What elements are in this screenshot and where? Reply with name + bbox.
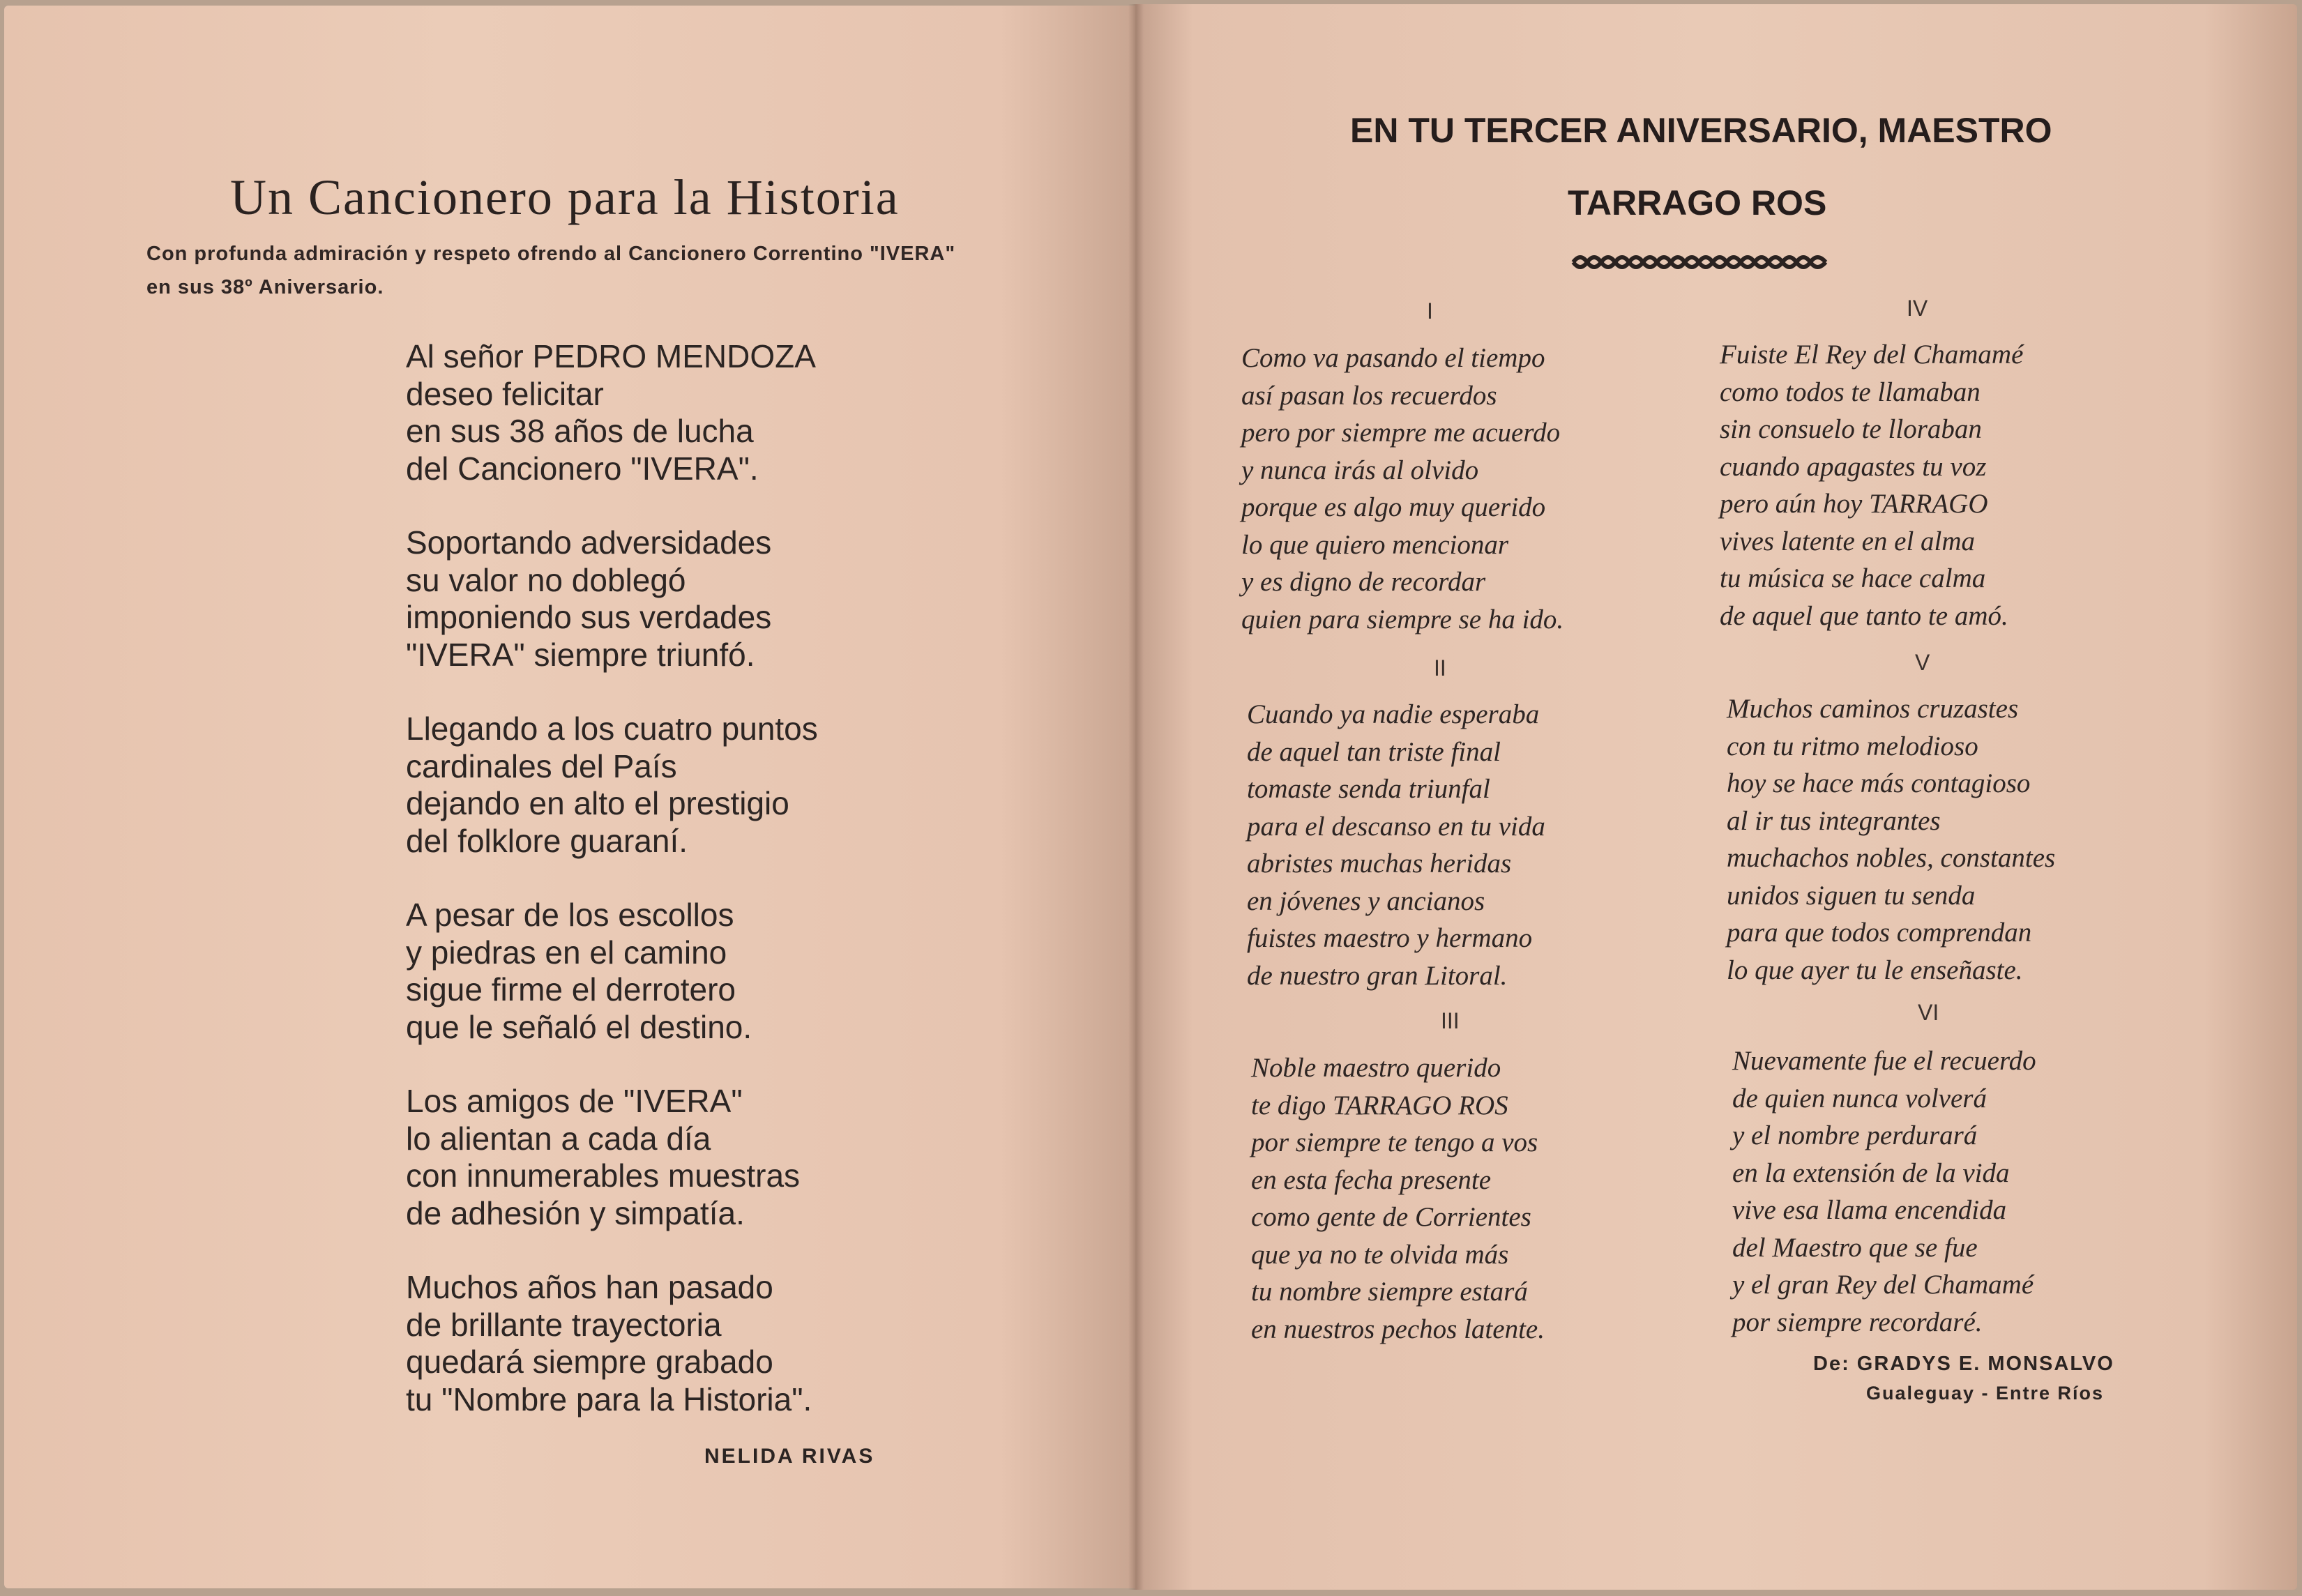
section-numeral-6: VI (1918, 1000, 1939, 1025)
verse-line: para el descanso en tu vida (1247, 811, 1545, 842)
verse-line: tomaste senda triunfal (1247, 774, 1490, 804)
dedication-line-2: en sus 38º Aniversario. (146, 276, 384, 298)
verse-section-1 (1241, 340, 1563, 638)
poem-line: imponiendo sus verdades (406, 599, 772, 635)
left-poem-author: NELIDA RIVAS (704, 1445, 875, 1468)
section-numeral-1: I (1427, 298, 1433, 324)
verse-line: en jóvenes y ancianos (1247, 886, 1485, 916)
verse-line: fuistes maestro y hermano (1247, 923, 1533, 953)
verse-line: Como va pasando el tiempo (1241, 343, 1545, 373)
verse-line: muchachos nobles, constantes (1727, 843, 2056, 873)
section-numeral-5: V (1915, 650, 1930, 675)
verse-line: pero por siempre me acuerdo (1241, 418, 1561, 448)
poem-line: Los amigos de "IVERA" (406, 1083, 743, 1119)
verse-section-2 (1247, 696, 1545, 994)
verse-line: tu música se hace calma (1720, 563, 1986, 593)
verse-line: y nunca irás al olvido (1241, 455, 1479, 485)
verse-line: en esta fecha presente (1251, 1164, 1492, 1195)
verse-line: tu nombre siempre estará (1251, 1277, 1528, 1307)
verse-line: te digo TARRAGO ROS (1251, 1090, 1508, 1120)
left-page-title: Un Cancionero para la Historia (230, 169, 900, 225)
verse-line: unidos siguen tu senda (1727, 880, 1976, 911)
verse-line: al ir tus integrantes (1727, 805, 1941, 836)
verse-line: que ya no te olvida más (1251, 1239, 1509, 1270)
poem-line: del folklore guaraní. (406, 822, 688, 859)
verse-line: lo que ayer tu le enseñaste. (1727, 955, 2023, 985)
verse-line: de aquel tan triste final (1247, 736, 1501, 767)
verse-line: Cuando ya nadie esperaba (1247, 699, 1540, 729)
verse-line: Fuiste El Rey del Chamamé (1720, 340, 2024, 370)
section-numeral-3: III (1441, 1008, 1460, 1033)
verse-line: pero aún hoy TARRAGO (1720, 489, 1988, 519)
verse-line: así pasan los recuerdos (1241, 380, 1497, 411)
verse-line: en nuestros pechos latente. (1251, 1314, 1545, 1344)
poem-line: "IVERA" siempre triunfó. (406, 636, 755, 673)
verse-line: Noble maestro querido (1251, 1053, 1501, 1083)
poem-line: en sus 38 años de lucha (406, 413, 754, 449)
poem-signature-place: Gualeguay - Entre Ríos (1866, 1383, 2105, 1404)
verse-line: y es digno de recordar (1241, 567, 1486, 597)
poem-signature: De: GRADYS E. MONSALVO (1813, 1353, 2114, 1375)
verse-line: de nuestro gran Litoral. (1247, 960, 1508, 991)
verse-line: por siempre te tengo a vos (1251, 1127, 1538, 1157)
poem-line: Muchos años han pasado (406, 1269, 773, 1305)
poem-line: A pesar de los escollos (406, 897, 734, 933)
verse-section-5 (1727, 690, 2055, 989)
verse-section-3 (1251, 1049, 1545, 1348)
verse-line: vive esa llama encendida (1732, 1195, 2007, 1225)
verse-line: lo que quiero mencionar (1241, 529, 1509, 560)
dedication-line-1: Con profunda admiración y respeto ofrendo al Cancionero Correntino "IVERA" (146, 243, 956, 265)
poem-line: dejando en alto el prestigio (406, 785, 789, 821)
stanza-3 (406, 710, 818, 860)
verse-section-4 (1720, 336, 2023, 634)
section-numeral-4: IV (1907, 296, 1928, 321)
verse-line: para que todos comprendan (1727, 918, 2032, 948)
right-page-subtitle: TARRAGO ROS (1568, 183, 1827, 222)
verse-line: de quien nunca volverá (1732, 1083, 1987, 1114)
verse-line: como todos te llamaban (1720, 377, 1981, 407)
poem-line: deseo felicitar (406, 375, 604, 412)
verse-line: Nuevamente fue el recuerdo (1732, 1046, 2036, 1076)
left-poem (406, 338, 818, 1455)
decorative-ornament (1570, 248, 1830, 276)
poem-line: tu "Nombre para la Historia". (406, 1381, 812, 1418)
verse-line: vives latente en el alma (1720, 526, 1976, 556)
stanza-1 (406, 338, 818, 487)
poem-line: cardinales del País (406, 747, 677, 784)
poem-line: de adhesión y simpatía. (406, 1194, 745, 1231)
verse-line: en la extensión de la vida (1732, 1157, 2010, 1188)
verse-line: porque es algo muy querido (1241, 492, 1546, 522)
verse-line: sin consuelo te lloraban (1720, 414, 1982, 444)
verse-line: Muchos caminos cruzastes (1727, 694, 2019, 724)
poem-line: con innumerables muestras (406, 1157, 801, 1194)
verse-line: como gente de Corrientes (1251, 1202, 1531, 1232)
poem-line: Soportando adversidades (406, 524, 772, 561)
poem-line: sigue firme el derrotero (406, 971, 736, 1008)
right-page-title: EN TU TERCER ANIVERSARIO, MAESTRO (1350, 111, 2052, 150)
stanza-2 (406, 524, 818, 674)
poem-line: Llegando a los cuatro puntos (406, 710, 818, 747)
poem-line: su valor no doblegó (406, 561, 686, 598)
verse-line: abristes muchas heridas (1247, 849, 1512, 879)
verse-line: por siempre recordaré. (1732, 1307, 1983, 1337)
verse-line: quien para siempre se ha ido. (1241, 604, 1564, 634)
verse-line: cuando apagastes tu voz (1720, 451, 1987, 482)
verse-section-6 (1732, 1042, 2036, 1341)
poem-line: que le señaló el destino. (406, 1008, 752, 1045)
verse-line: y el gran Rey del Chamamé (1732, 1270, 2034, 1300)
poem-line: y piedras en el camino (406, 934, 727, 971)
page-gutter (1128, 4, 1144, 1590)
verse-line: y el nombre perdurará (1732, 1120, 1978, 1150)
poem-line: del Cancionero "IVERA". (406, 450, 759, 487)
stanza-5 (406, 1083, 818, 1232)
stanza-4 (406, 897, 818, 1046)
poem-line: Al señor PEDRO MENDOZA (406, 338, 816, 374)
verse-line: hoy se hace más contagioso (1727, 768, 2031, 798)
verse-line: del Maestro que se fue (1732, 1232, 1978, 1263)
verse-line: con tu ritmo melodioso (1727, 731, 1978, 761)
section-numeral-2: II (1434, 655, 1446, 681)
poem-line: quedará siempre grabado (406, 1344, 773, 1380)
poem-line: de brillante trayectoria (406, 1306, 722, 1343)
poem-line: lo alientan a cada día (406, 1120, 711, 1157)
stanza-6 (406, 1269, 818, 1418)
verse-line: de aquel que tanto te amó. (1720, 600, 2008, 631)
